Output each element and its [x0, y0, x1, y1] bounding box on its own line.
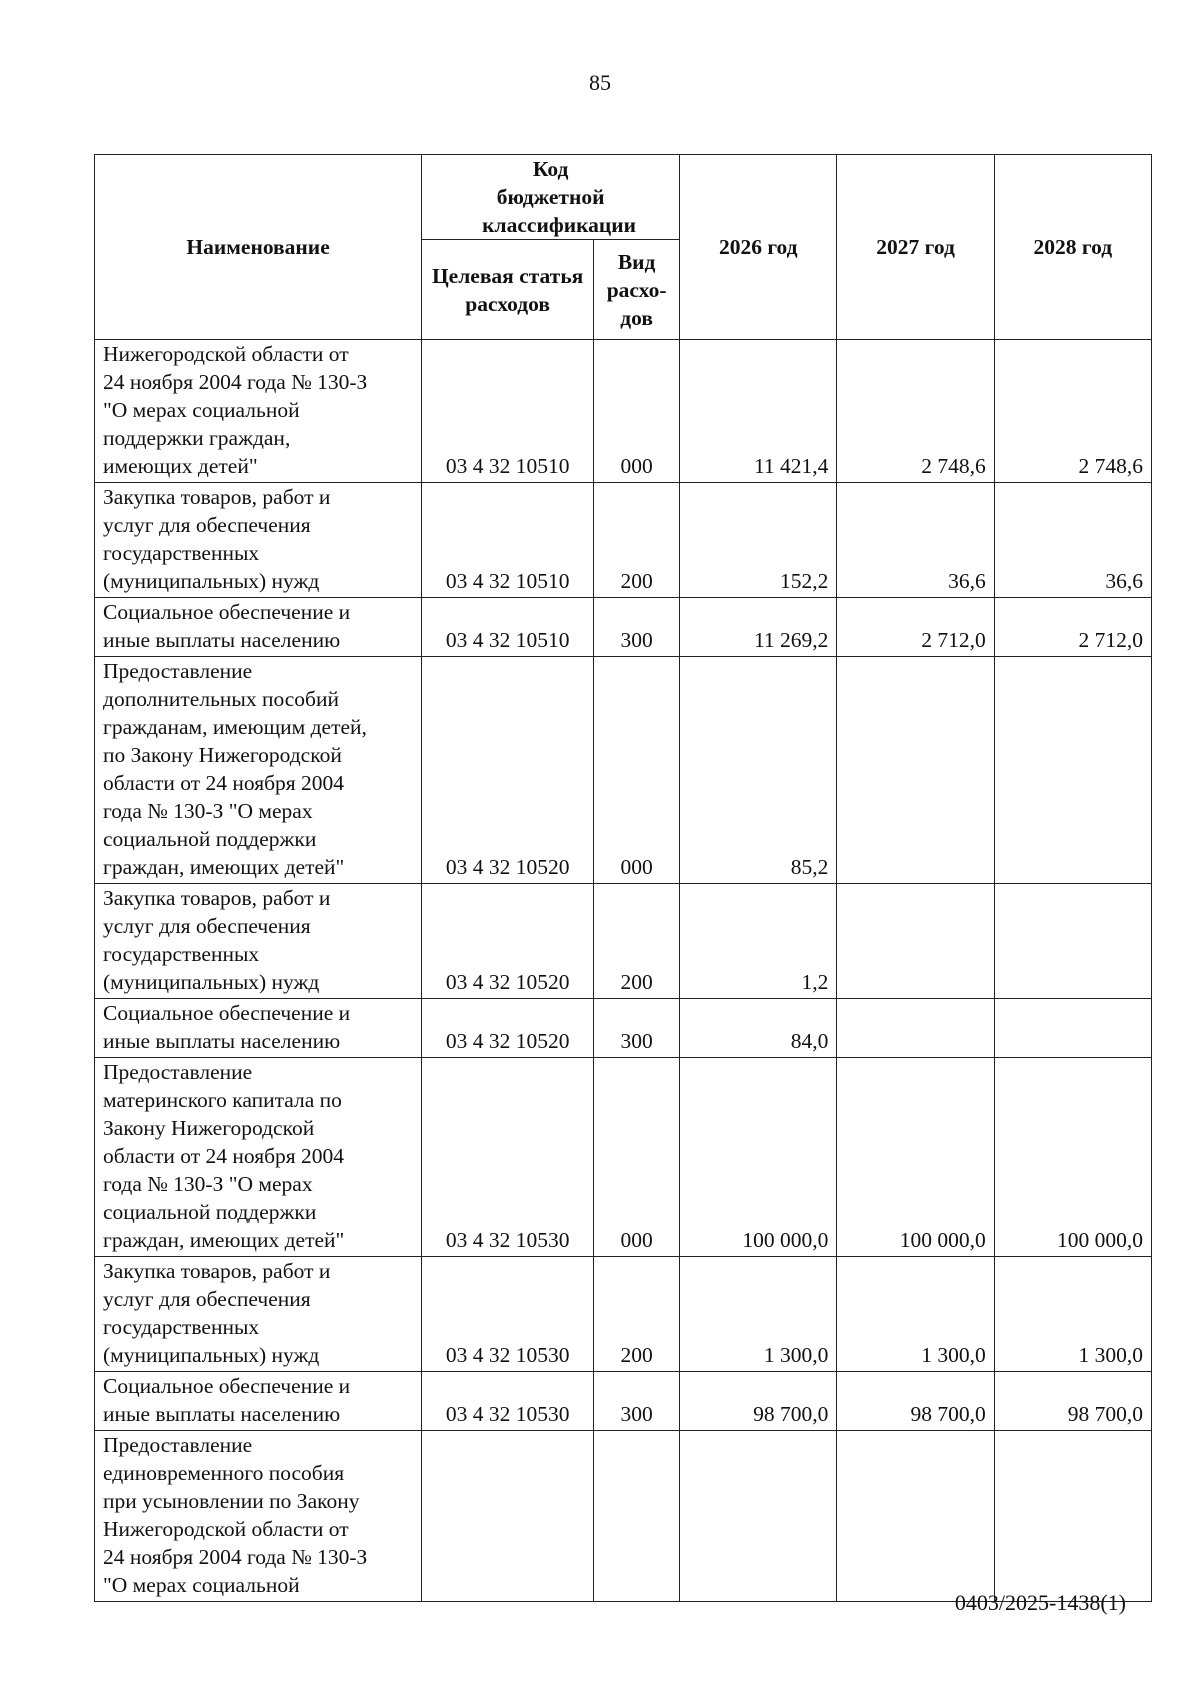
row-name-cell: Нижегородской области от 24 ноября 2004 года № 130-З "О мерах социальной поддержки граждан, имеющих детей" — [95, 340, 422, 483]
row-2026-cell: 98 700,0 — [680, 1372, 837, 1431]
row-2028-cell: 2 712,0 — [994, 598, 1151, 657]
row-target-article-cell: 03 4 32 10530 — [422, 1257, 594, 1372]
row-2028-cell — [994, 884, 1151, 999]
header-kbk: Код бюджетной классификации — [422, 155, 680, 240]
row-2027-cell: 36,6 — [837, 483, 994, 598]
row-2026-cell: 84,0 — [680, 999, 837, 1058]
row-name-cell: Закупка товаров, работ и услуг для обеспечения государственных (муниципальных) нужд — [95, 1257, 422, 1372]
row-target-article-cell: 03 4 32 10530 — [422, 1058, 594, 1257]
row-2026-cell — [680, 1431, 837, 1602]
table-row — [95, 598, 1152, 657]
row-target-article-cell: 03 4 32 10510 — [422, 483, 594, 598]
table-row — [95, 1058, 1152, 1257]
row-2027-cell: 2 712,0 — [837, 598, 994, 657]
row-2027-cell — [837, 999, 994, 1058]
row-expense-type-cell: 200 — [594, 1257, 680, 1372]
row-2028-cell: 2 748,6 — [994, 340, 1151, 483]
document-code: 0403/2025-1438(1) — [954, 1590, 1126, 1615]
row-target-article-cell: 03 4 32 10510 — [422, 340, 594, 483]
row-2026-cell: 152,2 — [680, 483, 837, 598]
row-name-cell: Социальное обеспечение и иные выплаты населению — [95, 999, 422, 1058]
row-name-cell: Социальное обеспечение и иные выплаты населению — [95, 1372, 422, 1431]
header-name: Наименование — [95, 155, 422, 340]
row-2028-cell: 98 700,0 — [994, 1372, 1151, 1431]
row-2027-cell — [837, 884, 994, 999]
row-2028-cell: 100 000,0 — [994, 1058, 1151, 1257]
row-2027-cell: 1 300,0 — [837, 1257, 994, 1372]
row-expense-type-cell — [594, 1431, 680, 1602]
header-2028: 2028 год — [994, 155, 1151, 340]
row-2027-cell: 100 000,0 — [837, 1058, 994, 1257]
table-row — [95, 999, 1152, 1058]
row-expense-type-cell: 300 — [594, 598, 680, 657]
row-2026-cell: 100 000,0 — [680, 1058, 837, 1257]
table-row — [95, 1431, 1152, 1602]
row-target-article-cell — [422, 1431, 594, 1602]
row-name-cell: Социальное обеспечение и иные выплаты населению — [95, 598, 422, 657]
row-target-article-cell: 03 4 32 10520 — [422, 657, 594, 884]
row-name-cell: Закупка товаров, работ и услуг для обеспечения государственных (муниципальных) нужд — [95, 884, 422, 999]
row-2028-cell — [994, 657, 1151, 884]
row-expense-type-cell: 300 — [594, 999, 680, 1058]
row-target-article-cell: 03 4 32 10530 — [422, 1372, 594, 1431]
row-name-cell: Предоставление дополнительных пособий гражданам, имеющим детей, по Закону Нижегородской области от 24 ноября 2004 года № 130-З "О мерах социальной поддержки граждан, имеющих детей" — [95, 657, 422, 884]
row-2028-cell — [994, 999, 1151, 1058]
row-2028-cell: 1 300,0 — [994, 1257, 1151, 1372]
table-row — [95, 884, 1152, 999]
row-2028-cell — [994, 1431, 1151, 1602]
row-target-article-cell: 03 4 32 10520 — [422, 999, 594, 1058]
row-expense-type-cell: 000 — [594, 340, 680, 483]
row-2026-cell: 1 300,0 — [680, 1257, 837, 1372]
header-expense-type: Вид расхо- дов — [594, 240, 680, 340]
row-2027-cell — [837, 1431, 994, 1602]
row-expense-type-cell: 200 — [594, 483, 680, 598]
row-name-cell: Предоставление материнского капитала по Закону Нижегородской области от 24 ноября 2004 года № 130-З "О мерах социальной поддержки граждан, имеющих детей" — [95, 1058, 422, 1257]
table-row — [95, 1372, 1152, 1431]
page-number: 85 — [589, 70, 611, 95]
header-target-article: Целевая статья расходов — [422, 240, 594, 340]
table-row — [95, 483, 1152, 598]
row-2028-cell: 36,6 — [994, 483, 1151, 598]
header-2027: 2027 год — [837, 155, 994, 340]
row-2026-cell: 11 421,4 — [680, 340, 837, 483]
row-2027-cell: 98 700,0 — [837, 1372, 994, 1431]
row-target-article-cell: 03 4 32 10520 — [422, 884, 594, 999]
header-2026: 2026 год — [680, 155, 837, 340]
row-expense-type-cell: 000 — [594, 1058, 680, 1257]
row-name-cell: Предоставление единовременного пособия при усыновлении по Закону Нижегородской области от 24 ноября 2004 года № 130-З "О мерах социальной — [95, 1431, 422, 1602]
table-row — [95, 340, 1152, 483]
row-2027-cell: 2 748,6 — [837, 340, 994, 483]
row-expense-type-cell: 000 — [594, 657, 680, 884]
budget-table — [94, 154, 1152, 1602]
table-row — [95, 1257, 1152, 1372]
row-2027-cell — [837, 657, 994, 884]
row-2026-cell: 11 269,2 — [680, 598, 837, 657]
row-expense-type-cell: 300 — [594, 1372, 680, 1431]
table-row — [95, 657, 1152, 884]
row-2026-cell: 85,2 — [680, 657, 837, 884]
row-name-cell: Закупка товаров, работ и услуг для обеспечения государственных (муниципальных) нужд — [95, 483, 422, 598]
row-target-article-cell: 03 4 32 10510 — [422, 598, 594, 657]
row-expense-type-cell: 200 — [594, 884, 680, 999]
row-2026-cell: 1,2 — [680, 884, 837, 999]
